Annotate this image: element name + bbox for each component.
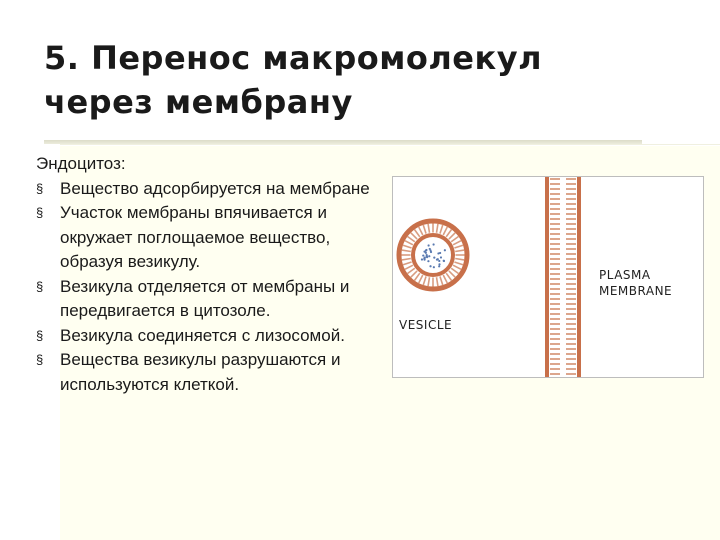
vesicle-label: VESICLE xyxy=(399,318,453,332)
plasma-membrane-label-line-1: PLASMA xyxy=(599,268,651,282)
slide-title xyxy=(44,36,684,124)
bullet-text: Везикула отделяется от мембраны и передвигается в цитозоле. xyxy=(60,276,350,320)
list-item xyxy=(36,201,376,275)
bullet-text: Вещество адсорбируется на мембране xyxy=(60,178,370,198)
bullet-text: Вещества везикулы разрушаются и используются клеткой. xyxy=(60,350,341,394)
title-line-1: 5. Перенос макромолекул xyxy=(44,39,543,77)
plasma-membrane-graphic xyxy=(545,177,581,377)
bullet-icon: § xyxy=(36,352,44,367)
list-item xyxy=(36,275,376,324)
title-divider-thin xyxy=(60,144,720,145)
list-item xyxy=(36,324,376,349)
endocytosis-figure xyxy=(392,176,704,378)
plasma-membrane-label xyxy=(599,267,672,299)
bullet-icon: § xyxy=(36,205,44,220)
bullet-icon: § xyxy=(36,327,44,343)
vesicle-graphic xyxy=(399,221,467,289)
list-item xyxy=(36,177,376,202)
bullet-text: Везикула соединяется с лизосомой. xyxy=(60,325,345,345)
plasma-membrane-label-line-2: MEMBRANE xyxy=(599,284,673,298)
title-line-2: через мембрану xyxy=(44,83,353,121)
bullet-icon: § xyxy=(36,278,44,294)
list-item xyxy=(36,348,376,397)
bullet-text: Участок мембраны впячивается и окружает поглощаемое вещество, образуя везикулу. xyxy=(60,203,331,271)
intro-heading: Эндоцитоз: xyxy=(36,154,126,173)
bullet-icon: § xyxy=(36,180,44,196)
bullet-list xyxy=(36,177,376,398)
content-text xyxy=(36,152,376,397)
